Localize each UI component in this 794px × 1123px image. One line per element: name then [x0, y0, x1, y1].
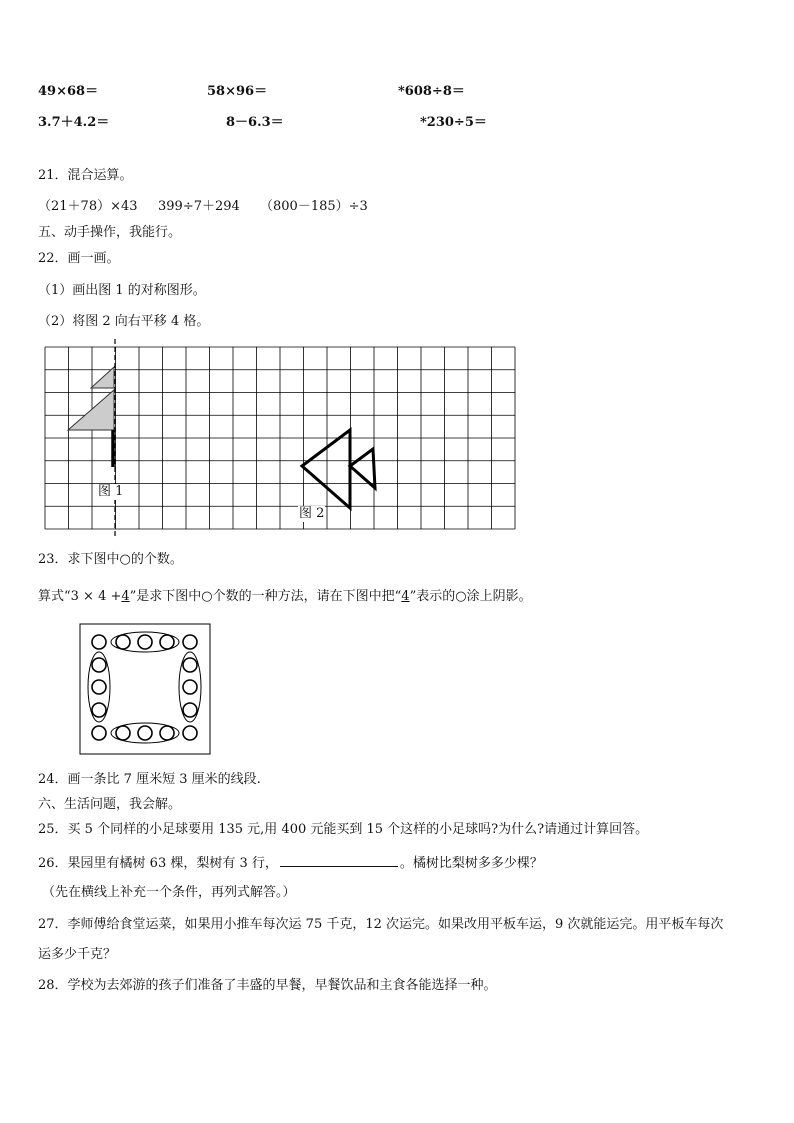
q21-expr-2: 399÷7＋294: [158, 199, 240, 214]
q23-underlined-4a: 4: [121, 589, 130, 604]
q21-expr-3: （800－185）÷3: [260, 199, 368, 214]
q23-text-c: ”是求下图中○个数的一种方法，请在下图中把“: [129, 589, 402, 604]
section-5-heading: 五、动手操作，我能行。: [38, 225, 182, 240]
q23-text-e: ”表示的○涂上阴影。: [409, 589, 532, 604]
q23-text: [38, 589, 532, 605]
q24: 24．画一条比 7 厘米短 3 厘米的线段.: [38, 772, 261, 787]
q23-title: 23．求下图中○的个数。: [38, 552, 183, 567]
fig1-lower-triangle: [68, 390, 114, 430]
grid-figure: [0, 0, 794, 560]
q27-line1: 27．李师傅给食堂运菜，如果用小推车每次运 75 千克，12 次运完。如果改用平板车运，9 次就能运完。用平板车每次: [38, 917, 724, 932]
q28: 28．学校为去郊游的孩子们准备了丰盛的早餐，早餐饮品和主食各能选择一种。: [38, 978, 497, 993]
q26-blank-line[interactable]: [280, 854, 398, 867]
circles-diagram: [78, 622, 214, 756]
calc-5: 8－6.3＝: [226, 115, 284, 130]
fig2-label: 图 2: [299, 506, 325, 521]
calc-2: 58×96＝: [207, 84, 268, 99]
circles-group: [92, 635, 197, 740]
calc-6: *230÷5＝: [420, 115, 487, 130]
q26-note: （先在横线上补充一个条件，再列式解答。）: [42, 885, 296, 900]
fig1-label: 图 1: [98, 484, 124, 499]
q21-expr-1: （21＋78）×43: [38, 199, 138, 214]
fig2-small-triangle: [350, 449, 375, 488]
q22-part2: （2）将图 2 向右平移 4 格。: [38, 314, 210, 329]
calc-1: 49×68＝: [38, 84, 99, 99]
section-6-heading: 六、生活问题，我会解。: [38, 797, 182, 812]
q27-line2: 运多少千克？: [38, 947, 117, 962]
calc-4: 3.7＋4.2＝: [38, 115, 110, 130]
q25: 25．买 5 个同样的小足球要用 135 元,用 400 元能买到 15 个这样的小足球吗?为什么?请通过计算回答。: [38, 822, 649, 837]
q23-text-a: 算式“3 × 4 +: [38, 589, 122, 604]
q22-title: 22．画一画。: [38, 251, 120, 266]
q26-text-b: 。橘树比梨树多多少棵？: [399, 856, 543, 871]
q22-part1: （1）画出图 1 的对称图形。: [38, 283, 206, 298]
calc-3: *608÷8＝: [398, 84, 465, 99]
circles-frame: [80, 624, 210, 754]
q21-title: 21．混合运算。: [38, 168, 133, 183]
q26: [38, 854, 543, 872]
fig2-big-triangle: [302, 430, 350, 508]
q26-text-a: 26．果园里有橘树 63 棵，梨树有 3 行，: [38, 856, 278, 871]
q23-underlined-4b: 4: [401, 589, 410, 604]
